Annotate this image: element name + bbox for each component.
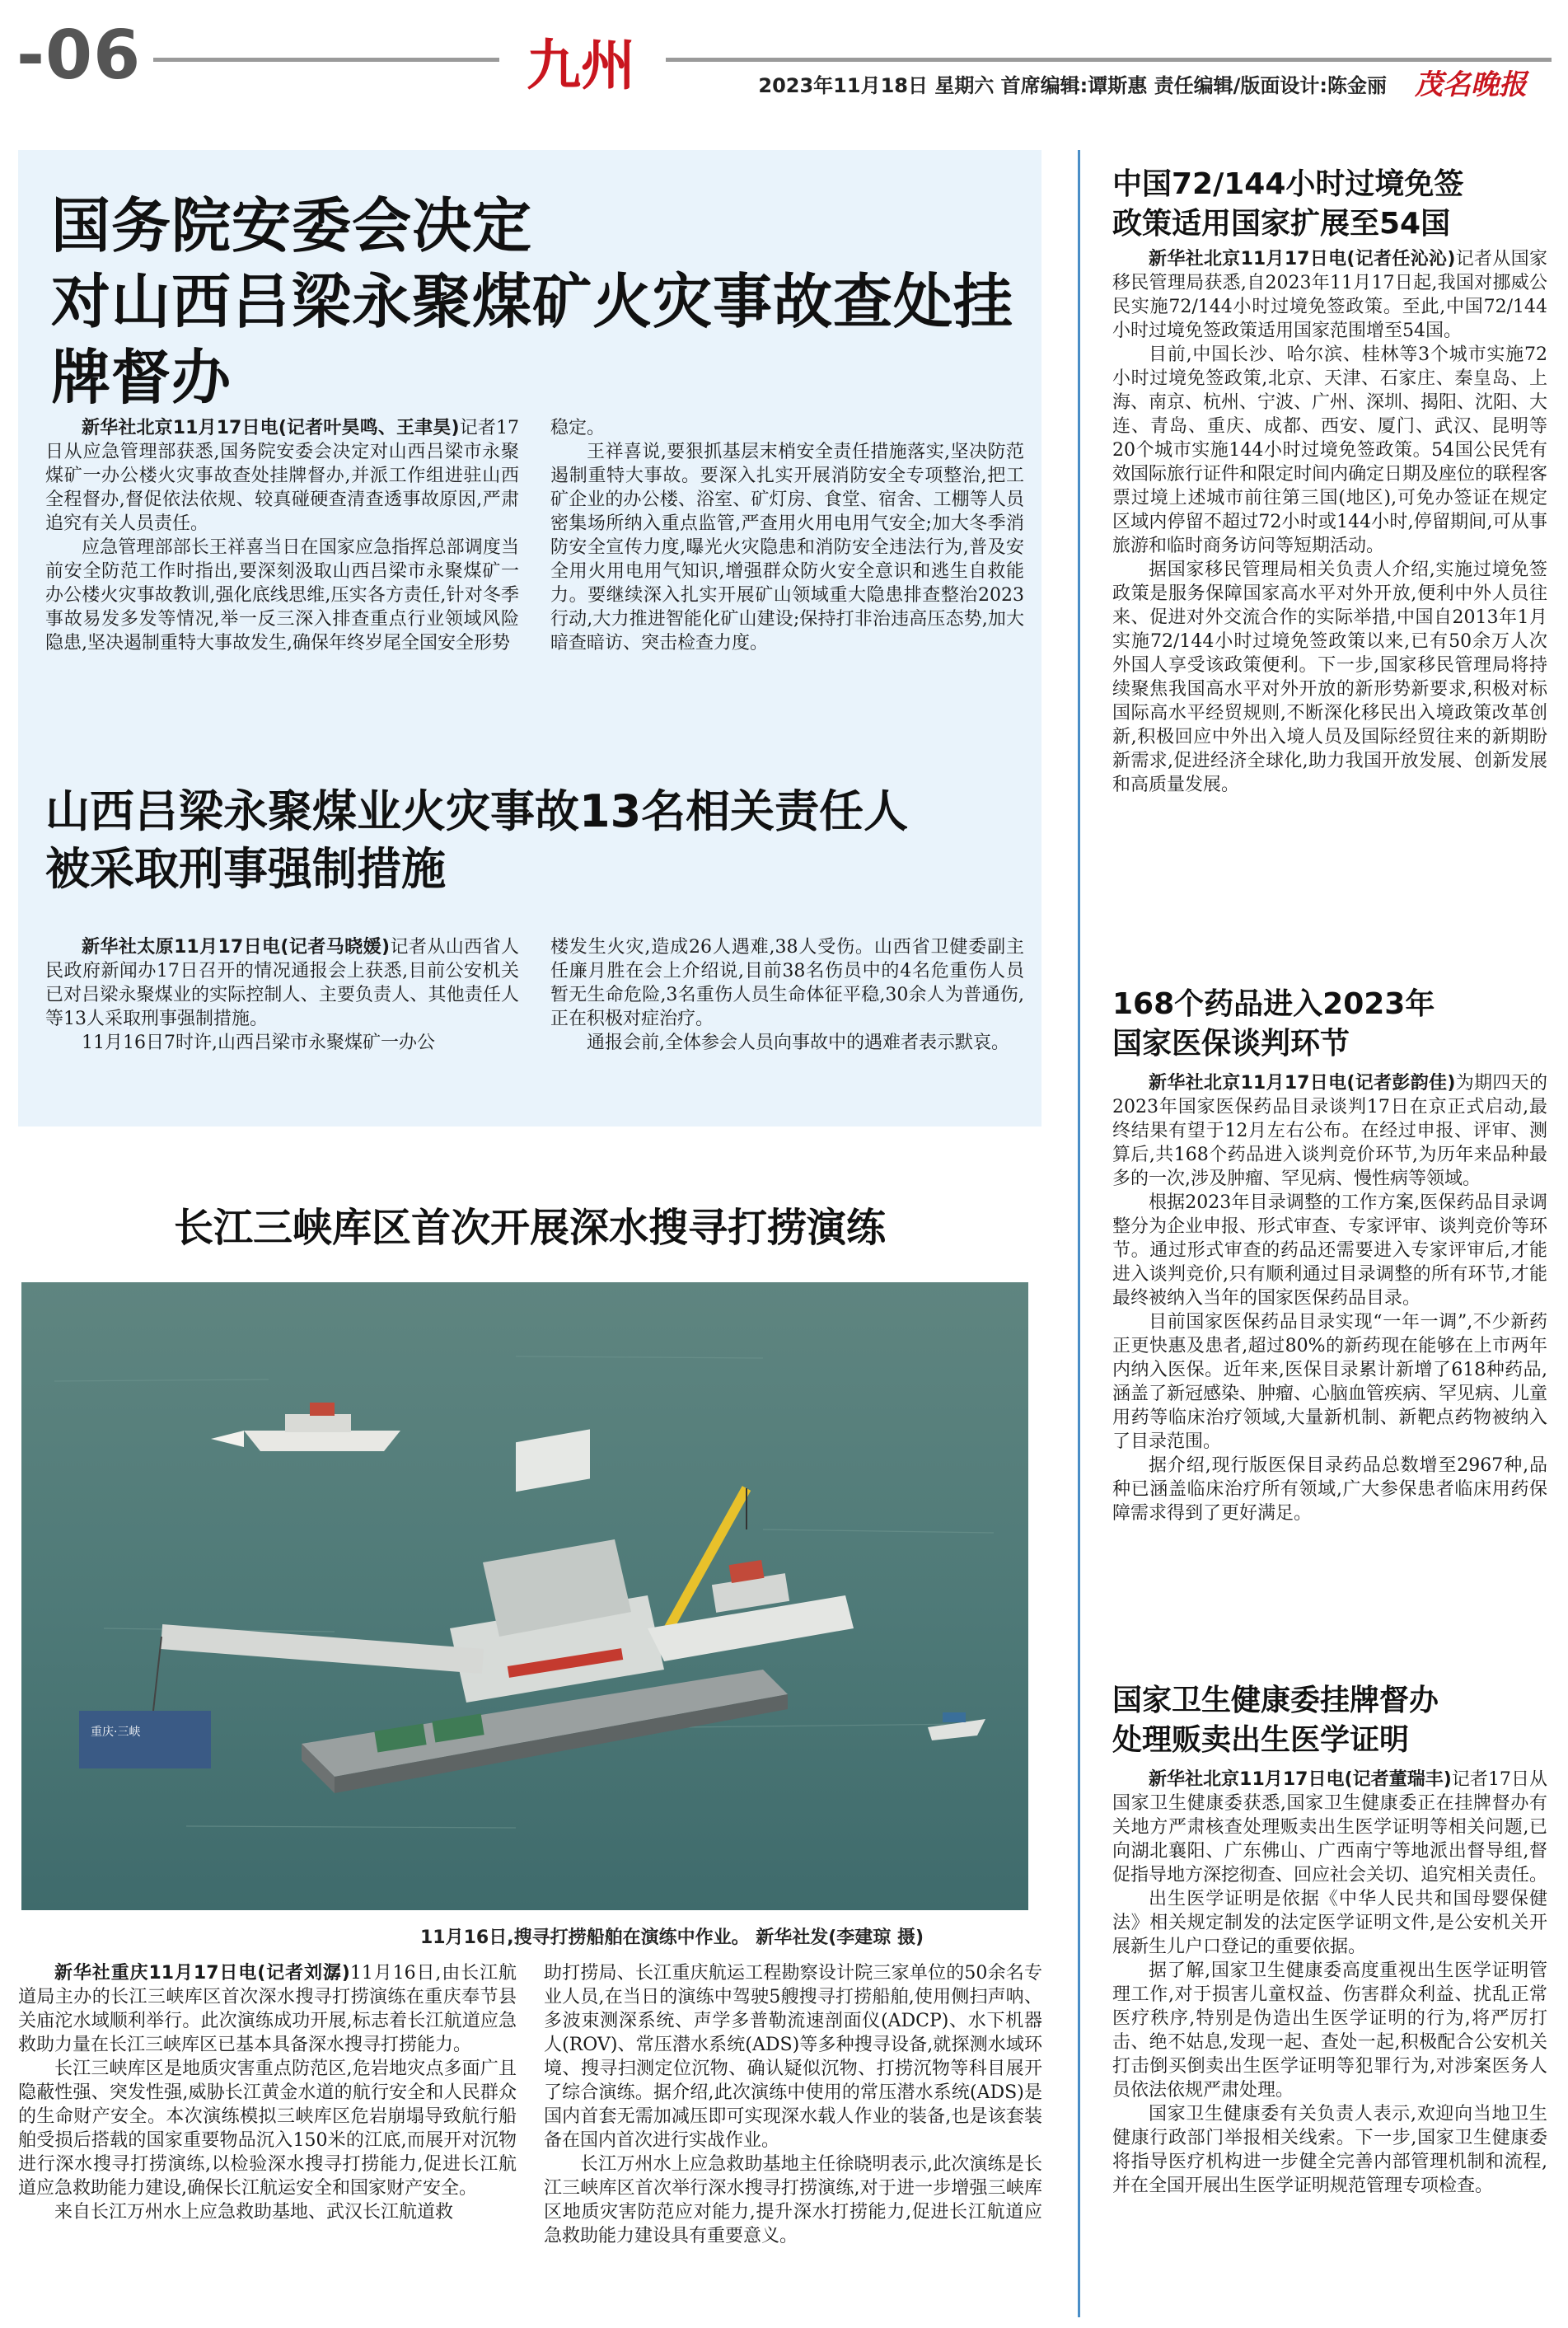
header-rule-left — [153, 58, 499, 62]
story3-headline: 长江三峡库区首次开展深水搜寻打捞演练 — [173, 1205, 886, 1251]
search-salvage-drill-photo — [21, 1282, 1028, 1910]
story4-dateline: 新华社北京11月17日电(记者任沁沁) — [1149, 249, 1456, 269]
column-divider — [1078, 150, 1080, 2317]
story3-column-2: 助打捞局、长江重庆航运工程勘察设计院三家单位的50余名专业人员,在当日的演练中驾驶5艘搜寻打捞船舶,使用侧扫声呐、多波束测深系统、声学多普勒流速剖面仪(ADCP)、水下机器人(ROV)、常压潜水系统(ADS)等多种搜寻设备,就探测水域环境、搜寻扫测定位沉物、确认疑似沉物、打捞沉物等科目展开了综合演练。据介绍,此次演练中使用的常压潜水系统(ADS)是国内首套无需加减压即可实现深水载人作业的装备,也是该套装备在国内首次进行实战作业。 长江万州水上应急救助基地主任徐晓明表示,此次演练是长江三峡库区首次举行深水搜寻打捞演练,对于进一步增强三峡库区地质灾害防范应对能力,提升深水打捞能力,促进长江航道应急救助能力建设具有重要意义。 — [544, 1963, 1042, 2246]
story5-body: 新华社北京11月17日电(记者彭韵佳)为期四天的2023年国家医保药品目录谈判17日在京正式启动,最终结果有望于12月左右公布。在经过申报、评审、测算后,共168个药品进入谈判竞价环节,为历年来品种最多的一次,涉及肿瘤、罕见病、慢性病等领域。 根据2023年目录调整的工作方案,医保药品目录调整分为企业申报、形式审查、专家评审、谈判竞价等环节。通过形式审查的药品还需要进入专家评审后,才能进入谈判竞价,只有顺利通过目录调整的所有环节,才能最终被纳入当年的国家医保药品目录。 目前国家医保药品目录实现“一年一调”,不少新药正更快惠及患者,超过80%的新药现在能够在上市两年内纳入医保。近年来,医保目录累计新增了618种药品,涵盖了新冠感染、肿瘤、心脑血管疾病、罕见病、儿童用药等临床治疗领域,大量新机制、新靶点药物被纳入了目录范围。 据介绍,现行版医保目录药品总数增至2967种,品种已涵盖临床治疗所有领域,广大参保患者临床用药保障需求得到了更好满足。 — [1112, 1073, 1547, 1524]
story2-column-1: 新华社太原11月17日电(记者马晓媛)记者从山西省人民政府新闻办17日召开的情况通报会上获悉,目前公安机关已对吕梁永聚煤业的实际控制人、主要负责人、其他责任人等13人采取刑事强制措施。 11月16日7时许,山西吕梁市永聚煤矿一办公 — [45, 937, 519, 1053]
story4-body: 新华社北京11月17日电(记者任沁沁)记者从国家移民管理局获悉,自2023年11月17日起,我国对挪威公民实施72/144小时过境免签政策。至此,中国72/144小时过境免签政策适用国家范围增至54国。 目前,中国长沙、哈尔滨、桂林等3个城市实施72小时过境免签政策,北京、天津、石家庄、秦皇岛、上海、南京、杭州、宁波、广州、深圳、揭阳、沈阳、大连、青岛、重庆、成都、西安、厦门、武汉、昆明等20个城市实施144小时过境免签政策。54国公民凭有效国际旅行证件和限定时间内确定日期及座位的联程客票过境上述城市前往第三国(地区),可免办签证在规定区域内停留不超过72小时或144小时,停留期间,可从事旅游和临时商务访问等短期活动。 据国家移民管理局相关负责人介绍,实施过境免签政策是服务保障国家高水平对外开放,便利中外人员往来、促进对外交流合作的实际举措,中国自2013年1月实施72/144小时过境免签政策以来,已有50余万人次外国人享受该政策便利。下一步,国家移民管理局将持续聚焦我国高水平对外开放的新形势新要求,积极对标国际高水平经贸规则,不断深化移民出入境政策改革创新,积极回应中外出入境人员及国际经贸往来的新期盼新需求,促进经济全球化,助力我国开放发展、创新发展和高质量发展。 — [1112, 249, 1547, 795]
story5-headline: 168个药品进入2023年 国家医保谈判环节 — [1112, 987, 1435, 1061]
story1-headline: 国务院安委会决定 对山西吕梁永聚煤矿火灾事故查处挂牌督办 — [51, 191, 1014, 412]
story1-column-2: 稳定。 王祥喜说,要狠抓基层末梢安全责任措施落实,坚决防范遏制重特大事故。要深入扎实开展消防安全专项整治,把工矿企业的办公楼、浴室、矿灯房、食堂、宿舍、工棚等人员密集场所纳入重点监管,严查用火用电用气安全;加大冬季消防安全宣传力度,曝光火灾隐患和消防安全违法行为,普及安全用火用电用气知识,增强群众防火安全意识和逃生自救能力。要继续深入扎实开展矿山领域重大隐患排查整治2023行动,大力推进智能化矿山建设;保持打非治违高压态势,加大暗查暗访、突击检查力度。 — [550, 418, 1024, 653]
story6-body: 新华社北京11月17日电(记者董瑞丰)记者17日从国家卫生健康委获悉,国家卫生健康委正在挂牌督办有关地方严肃核查处理贩卖出生医学证明等相关问题,已向湖北襄阳、广东佛山、广西南宁等地派出督导组,督促指导地方深挖彻查、回应社会关切、追究相关责任。 出生医学证明是依据《中华人民共和国母婴保健法》相关规定制发的法定医学证明文件,是公安机关开展新生儿户口登记的重要依据。 据了解,国家卫生健康委高度重视出生医学证明管理工作,对于损害儿童权益、伤害群众利益、扰乱正常医疗秩序,特别是伪造出生医学证明的行为,将严厉打击、绝不姑息,发现一起、查处一起,积极配合公安机关打击倒买倒卖出生医学证明等犯罪行为,对涉案医务人员依法依规严肃处理。 国家卫生健康委有关负责人表示,欢迎向当地卫生健康行政部门举报相关线索。下一步,国家卫生健康委将指导医疗机构进一步健全完善内部管理机制和流程,并在全国开展出生医学证明规范管理专项检查。 — [1112, 1769, 1547, 2196]
photo-caption: 11月16日,搜寻打捞船舶在演练中作业。 新华社发(李建琼 摄) — [420, 1928, 924, 1948]
story2-dateline: 新华社太原11月17日电(记者马晓媛) — [82, 937, 391, 958]
story6-headline: 国家卫生健康委挂牌督办 处理贩卖出生医学证明 — [1112, 1684, 1439, 1757]
section-name: 九州 — [527, 33, 635, 97]
container-banner-text: 重庆·三峡 — [91, 1726, 141, 1739]
story3-dateline: 新华社重庆11月17日电(记者刘潺) — [54, 1963, 350, 1984]
story3-column-1: 新华社重庆11月17日电(记者刘潺)11月16日,由长江航道局主办的长江三峡库区首次深水搜寻打捞演练在重庆奉节县关庙沱水域顺利举行。此次演练成功开展,标志着长江航道应急救助力量在长江三峡库区已基本具备深水搜寻打捞能力。 长江三峡库区是地质灾害重点防范区,危岩地灾点多面广且隐蔽性强、突发性强,威胁长江黄金水道的航行安全和人民群众的生命财产安全。本次演练模拟三峡库区危岩崩塌导致航行船舶受损后搭载的国家重要物品沉入150米的江底,而展开对沉物进行深水搜寻打捞演练,以检验深水搜寻打捞能力,促进长江航道应急救助能力建设,确保长江航运安全和国家财产安全。 来自长江万州水上应急救助基地、武汉长江航道救 — [18, 1963, 517, 2223]
story1-column-1: 新华社北京11月17日电(记者叶昊鸣、王聿昊)记者17日从应急管理部获悉,国务院安委会决定对山西吕梁市永聚煤矿一办公楼火灾事故查处挂牌督办,并派工作组进驻山西全程督办,督促依法依规、较真碰硬查清查透事故原因,严肃追究有关人员责任。 应急管理部部长王祥喜当日在国家应急指挥总部调度当前安全防范工作时指出,要深刻汲取山西吕梁市永聚煤矿一办公楼火灾事故教训,强化底线思维,压实各方责任,针对冬季事故易发多发等情况,举一反三深入排查重点行业领域风险隐患,坚决遏制重特大事故发生,确保年终岁尾全国安全形势 — [45, 418, 519, 653]
newspaper-logo: 茂名晚报 — [1415, 68, 1527, 101]
story4-headline: 中国72/144小时过境免签 政策适用国家扩展至54国 — [1112, 167, 1464, 241]
date-editor-line: 2023年11月18日 星期六 首席编辑:谭斯惠 责任编辑/版面设计:陈金丽 — [758, 74, 1387, 97]
story2-headline: 山西吕梁永聚煤业火灾事故13名相关责任人 被采取刑事强制措施 — [45, 785, 909, 895]
header-rule-right — [666, 58, 1552, 62]
story5-dateline: 新华社北京11月17日电(记者彭韵佳) — [1149, 1073, 1456, 1094]
story6-dateline: 新华社北京11月17日电(记者董瑞丰) — [1149, 1769, 1452, 1790]
story2-column-2: 楼发生火灾,造成26人遇难,38人受伤。山西省卫健委副主任廉月胜在会上介绍说,目前38名伤员中的4名危重伤人员暂无生命危险,3名重伤人员生命体征平稳,30余人为普通伤,正在积极对症治疗。 通报会前,全体参会人员向事故中的遇难者表示默哀。 — [550, 937, 1024, 1053]
page-number: -06 — [16, 16, 142, 95]
story1-dateline: 新华社北京11月17日电(记者叶昊鸣、王聿昊) — [82, 418, 460, 438]
